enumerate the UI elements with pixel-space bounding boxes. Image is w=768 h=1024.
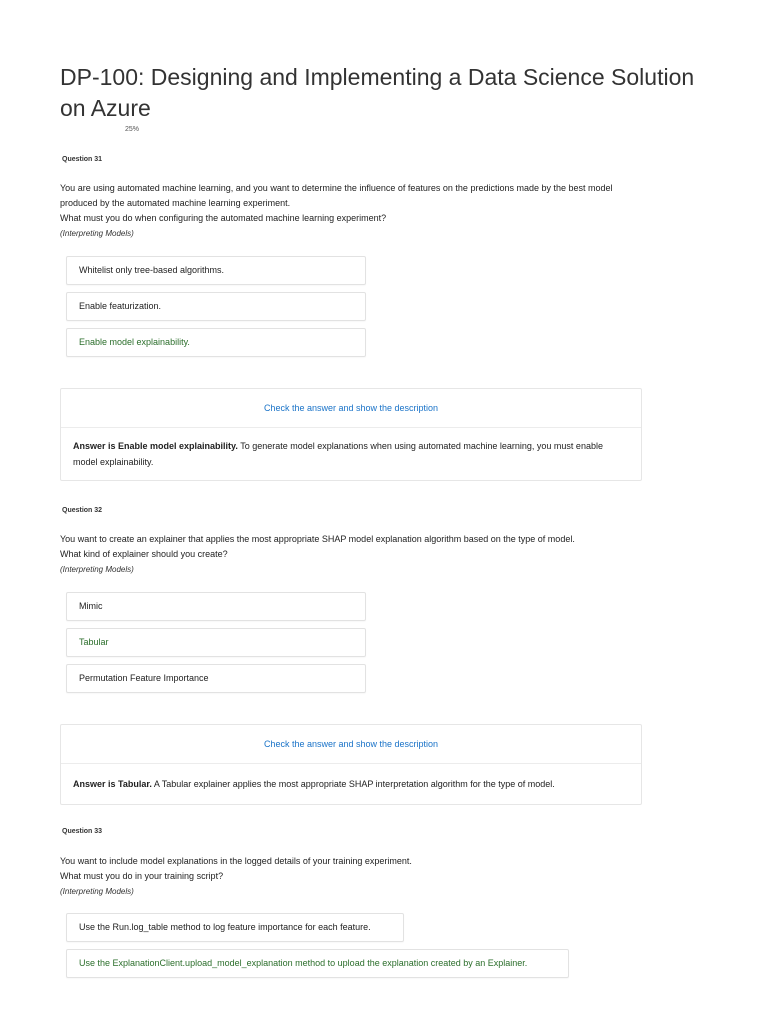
page-title: DP-100: Designing and Implementing a Data Science Solution on Azure	[60, 64, 695, 121]
answer-option-correct[interactable]: Use the ExplanationClient.upload_model_explanation method to upload the explanation created by an Explainer.	[66, 949, 569, 978]
check-answer-link[interactable]: Check the answer and show the description	[61, 389, 641, 428]
question-prompt: You want to include model explanations in the logged details of your training experiment.	[60, 856, 412, 866]
answer-option[interactable]: Use the Run.log_table method to log feature importance for each feature.	[66, 913, 404, 942]
check-answer-link[interactable]: Check the answer and show the description	[61, 725, 641, 764]
answer-description: A Tabular explainer applies the most appropriate SHAP interpretation algorithm for the type of model.	[151, 779, 555, 789]
question-category: (Interpreting Models)	[60, 229, 134, 238]
question-heading: Question 33	[62, 828, 103, 835]
question-ask: What must you do when configuring the automated machine learning experiment?	[60, 213, 387, 223]
answer-option-correct[interactable]: Enable model explainability.	[66, 328, 366, 357]
answer-description: To generate model explanations when using automated machine learning, you must enable model explainability.	[73, 441, 603, 467]
answer-panel	[60, 388, 642, 481]
answer-panel	[60, 724, 642, 805]
answer-option-correct[interactable]: Tabular	[66, 628, 366, 657]
question-text	[60, 532, 650, 577]
answer-explanation	[61, 764, 641, 804]
answer-option[interactable]: Whitelist only tree-based algorithms.	[66, 256, 366, 285]
progress-percent: 25%	[125, 126, 140, 133]
answer-verdict: Answer is Enable model explainability.	[73, 441, 238, 451]
question-heading: Question 32	[62, 507, 103, 514]
question-text	[60, 854, 650, 899]
answer-explanation	[61, 428, 641, 480]
answer-verdict: Answer is Tabular.	[73, 779, 152, 789]
question-heading: Question 31	[62, 156, 103, 163]
question-category: (Interpreting Models)	[60, 565, 134, 574]
question-ask: What must you do in your training script?	[60, 871, 224, 881]
question-category: (Interpreting Models)	[60, 887, 134, 896]
question-prompt: You want to create an explainer that applies the most appropriate SHAP model explanation algorithm based on the type of model.	[60, 534, 575, 544]
answer-option[interactable]: Mimic	[66, 592, 366, 621]
question-prompt: You are using automated machine learning, and you want to determine the influence of features on the predictions made by the best model produced by the automated machine learning experiment.	[60, 183, 613, 208]
answer-option[interactable]: Permutation Feature Importance	[66, 664, 366, 693]
answer-option[interactable]: Enable featurization.	[66, 292, 366, 321]
question-text	[60, 181, 650, 241]
question-ask: What kind of explainer should you create?	[60, 549, 228, 559]
